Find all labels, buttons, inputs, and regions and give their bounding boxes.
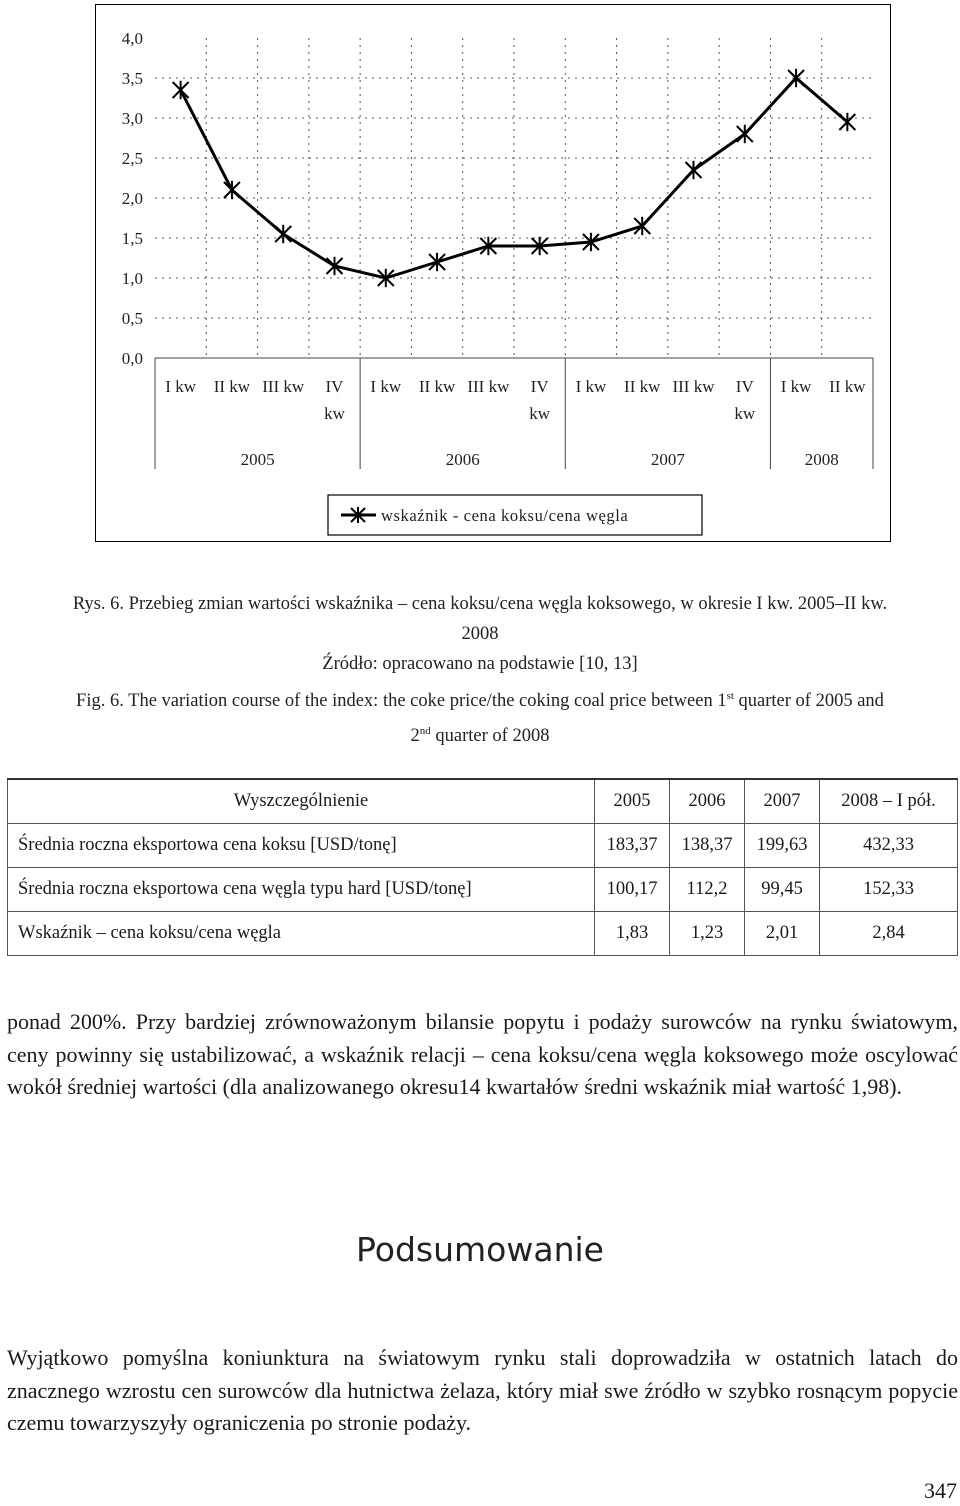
x-tick-label: II kw: [829, 377, 866, 396]
data-point-marker: [788, 69, 804, 87]
x-tick-label: I kw: [165, 377, 196, 396]
y-tick-label: 0,0: [121, 349, 143, 368]
x-tick-label: II kw: [213, 377, 251, 396]
y-tick-label: 0,5: [121, 309, 143, 328]
table-header-cell: 2008 – I pół.: [820, 779, 958, 824]
year-label: 2006: [445, 450, 480, 469]
table-cell: 100,17: [595, 868, 670, 912]
x-tick-label: III kw: [262, 377, 305, 396]
y-tick-label: 1,5: [121, 229, 143, 248]
body-paragraph: Wyjątkowo pomyślna koniunktura na światowym rynku stali doprowadziła w ostatnich latach do znacznego wzrostu cen surowców dla hutnictwa żelaza, który miał swe źródło w szybko rosnącym popycie czemu towarzyszyły ograniczenia po stronie podaży.: [7, 1345, 958, 1435]
year-label: 2007: [650, 450, 685, 469]
table-header-row: [8, 779, 958, 824]
caption-en-line2: 2nd quarter of 2008: [410, 725, 550, 747]
caption-en-line1: Fig. 6. The variation course of the index: the coke price/the coking coal price between 1st quarter of 2005 and: [76, 690, 884, 712]
x-tick-label: IV: [530, 377, 549, 396]
section-heading: Podsumowanie: [356, 1230, 604, 1269]
x-tick-label: IV: [325, 377, 344, 396]
legend-label: wskaźnik - cena koksu/cena węgla: [381, 506, 629, 525]
table-row: [8, 824, 958, 868]
table-header-cell: 2005: [595, 779, 670, 824]
figure-caption-english: [0, 681, 960, 751]
y-tick-label: 3,0: [121, 109, 143, 128]
x-tick-label: III kw: [672, 377, 715, 396]
table-cell: 1,23: [670, 912, 745, 956]
table-cell: 2,84: [820, 912, 958, 956]
y-tick-label: 3,5: [121, 69, 143, 88]
table-cell: 152,33: [820, 868, 958, 912]
table-cell: 99,45: [745, 868, 820, 912]
caption-pl-line1: Rys. 6. Przebieg zmian wartości wskaźnika – cena koksu/cena węgla koksowego, w okresie I kw. 2005–II kw.: [72, 594, 888, 614]
body-paragraph: ponad 200%. Przy bardziej zrównoważonym bilansie popytu i podaży surowców na rynku światowym, ceny powinny się ustabilizować, a wskaźnik relacji – cena koksu/cena węgla koksowego może oscylować wokół średniej wartości (dla analizowanego okresu14 kwartałów średni wskaźnik miał wartość 1,98).: [7, 1009, 958, 1099]
x-tick-label-line2: kw: [529, 404, 551, 423]
year-label: 2008: [804, 450, 839, 469]
caption-pl-source: Źródło: opracowano na podstawie [10, 13]: [322, 654, 638, 674]
table-header-cell: 2007: [745, 779, 820, 824]
table-row: [8, 912, 958, 956]
x-tick-label: IV: [735, 377, 754, 396]
x-tick-label: I kw: [780, 377, 812, 396]
table-cell: Średnia roczna eksportowa cena węgla typu hard [USD/tonę]: [8, 868, 595, 912]
data-point-marker: [275, 225, 291, 243]
x-tick-label: I kw: [370, 377, 402, 396]
table-row: [8, 868, 958, 912]
y-tick-label: 4,0: [121, 29, 143, 48]
table-cell: 1,83: [595, 912, 670, 956]
data-point-marker: [737, 125, 753, 143]
table-cell: Wskaźnik – cena koksu/cena węgla: [8, 912, 595, 956]
table-cell: 2,01: [745, 912, 820, 956]
figure-caption-polish: [0, 589, 960, 679]
table-cell: 183,37: [595, 824, 670, 868]
table-cell: 199,63: [745, 824, 820, 868]
table-header-cell: 2006: [670, 779, 745, 824]
y-tick-label: 2,5: [121, 149, 143, 168]
line-chart: [96, 5, 892, 543]
y-tick-label: 2,0: [121, 189, 143, 208]
data-point-marker: [429, 253, 445, 271]
x-tick-label: I kw: [575, 377, 607, 396]
data-point-marker: [224, 181, 240, 199]
table-cell: 138,37: [670, 824, 745, 868]
page-number: 347: [924, 1478, 957, 1503]
x-tick-label-line2: kw: [324, 404, 345, 423]
x-tick-label-line2: kw: [734, 404, 756, 423]
data-point-marker: [173, 81, 189, 99]
x-tick-label: III kw: [467, 377, 510, 396]
table-cell: Średnia roczna eksportowa cena koksu [USD/tonę]: [8, 824, 595, 868]
x-tick-label: II kw: [624, 377, 661, 396]
data-point-marker: [634, 217, 650, 235]
data-point-marker: [686, 161, 702, 179]
table-cell: 112,2: [670, 868, 745, 912]
caption-pl-line2: 2008: [461, 624, 499, 644]
data-point-marker: [839, 113, 855, 131]
table-header-cell: Wyszczególnienie: [8, 779, 595, 824]
chart-frame: [95, 4, 891, 542]
price-table: [7, 778, 958, 956]
y-tick-label: 1,0: [121, 269, 143, 288]
year-label: 2005: [240, 450, 275, 469]
table-cell: 432,33: [820, 824, 958, 868]
x-tick-label: II kw: [418, 377, 456, 396]
